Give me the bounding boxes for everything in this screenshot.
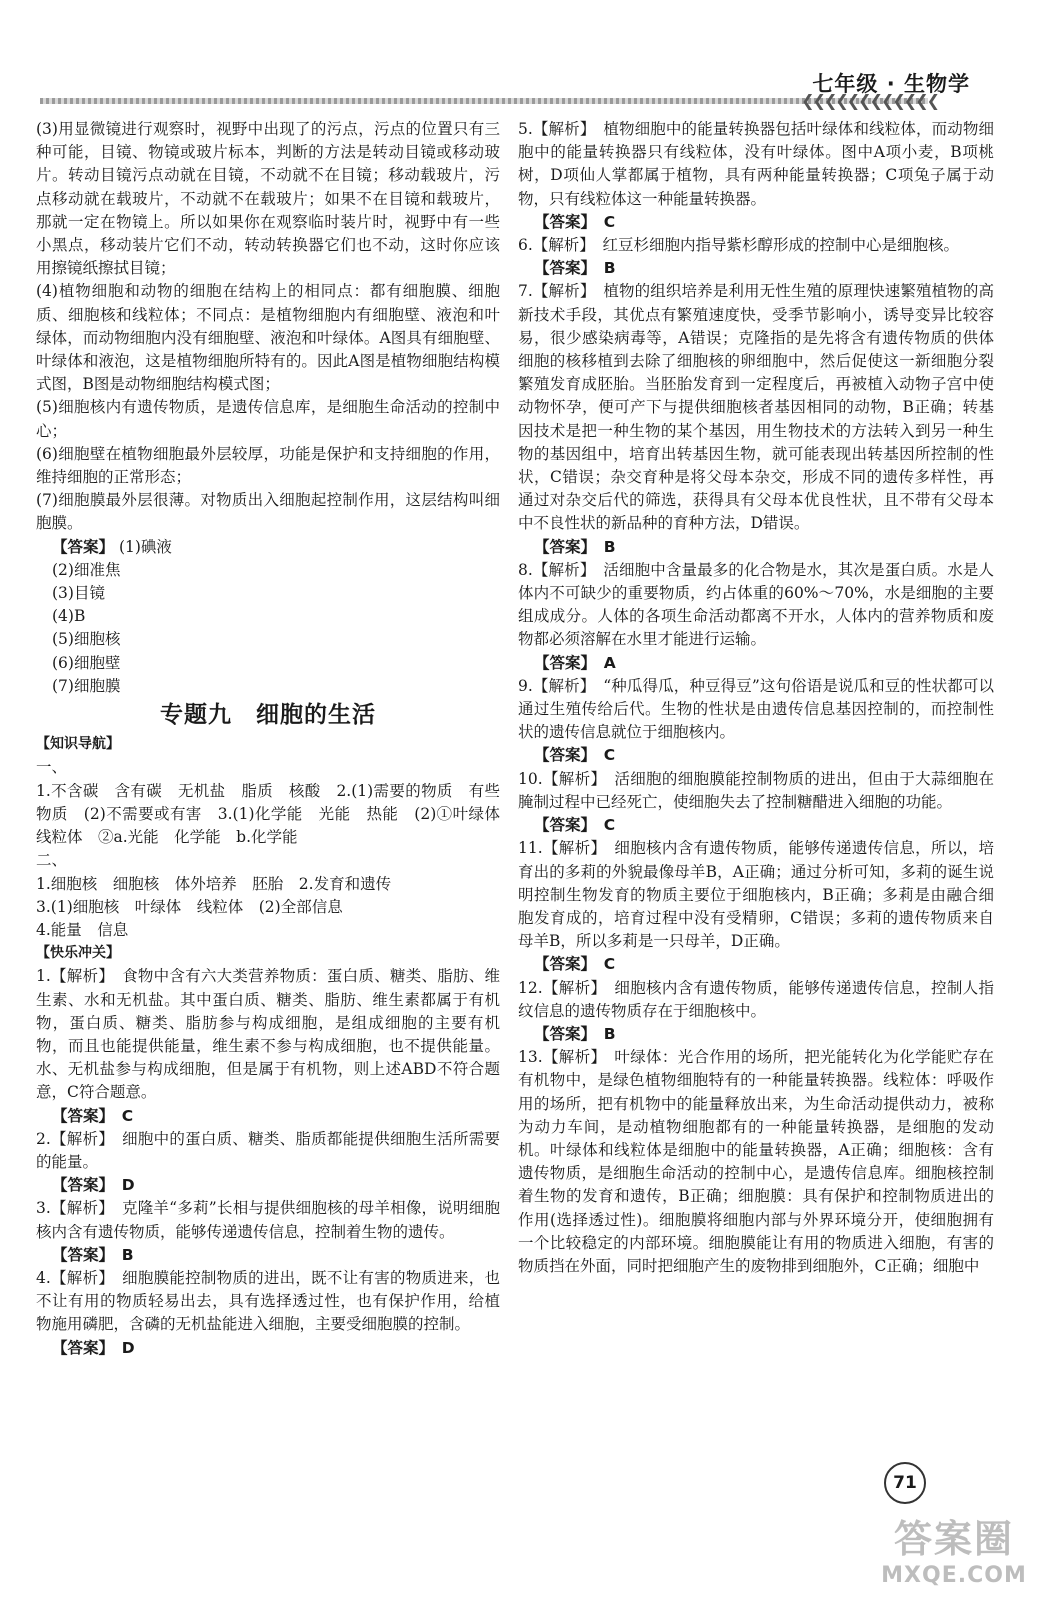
nav-section-2: 二、 (36, 851, 68, 870)
question-4-analysis: 4.【解析】 细胞膜能控制物质的进出，既不让有害的物质进来，也不让有用的物质轻易出去，具有选择透过性，也有保护作用，给植物施用磷肥，含磷的无机盐能进入细胞，主要受细胞膜的控制。 (36, 1268, 500, 1334)
question-5-answer: 【答案】 C (534, 212, 616, 231)
answer-list (36, 536, 500, 559)
question-8-answer: 【答案】 A (534, 653, 616, 672)
explanation-6: (6)细胞壁在植物细胞最外层较厚，功能是保护和支持细胞的作用，维持细胞的正常形态； (36, 444, 500, 487)
nav-section-2-item: 4.能量 信息 (36, 920, 129, 939)
question-7-answer: 【答案】 B (534, 537, 616, 556)
explanation-5: (5)细胞核内有遗传物质，是遗传信息库，是细胞生命活动的控制中心； (36, 398, 500, 440)
question-6-analysis: 6.【解析】 红豆杉细胞内指导紫杉醇形成的控制中心是细胞核。 (518, 236, 960, 255)
explanation-4: (4)植物细胞和动物的细胞在结构上的相同点：都有细胞膜、细胞质、细胞核和线粒体；不同点：是植物细胞内有细胞壁、液泡和叶绿体，而动物细胞内没有细胞壁、液泡和叶绿体。A图具有细胞壁、叶绿体和液泡，这是植物细胞所特有的。因此A图是植物细胞结构模式图，B图是动物细胞结构模式图； (36, 282, 500, 394)
nav-section-1-item: 1.不含碳 含有碳 无机盐 脂质 核酸 2.(1)需要的物质 有些物质 (2)不需要或有害 3.(1)化学能 光能 热能 (2)①叶绿体 线粒体 ②a.光能 化学能 b.化学能 (36, 781, 516, 847)
knowledge-nav-label: 【知识导航】 (36, 736, 120, 753)
question-2-analysis: 2.【解析】 细胞中的蛋白质、糖类、脂质都能提供细胞生活所需要的能量。 (36, 1129, 500, 1171)
right-column (518, 118, 994, 1278)
answer-5: (5)细胞核 (52, 630, 121, 649)
question-1-answer: 【答案】 C (52, 1106, 134, 1125)
page-header (0, 0, 1048, 110)
nav-section-2-item: 3.(1)细胞核 叶绿体 线粒体 (2)全部信息 (36, 897, 343, 916)
watermark-logo (874, 1508, 1034, 1588)
question-11-answer: 【答案】 C (534, 955, 616, 974)
nav-section-2-item: 1.细胞核 细胞核 体外培养 胚胎 2.发育和遗传 (36, 874, 392, 893)
fun-challenge-label: 【快乐冲关】 (36, 945, 120, 962)
question-10-analysis: 10.【解析】 活细胞的细胞膜能控制物质的进出，但由于大蒜细胞在腌制过程中已经死亡，使细胞失去了控制糖醋进入细胞的功能。 (518, 769, 994, 811)
question-9-answer: 【答案】 C (534, 746, 616, 765)
header-rule (40, 98, 928, 104)
question-3-answer: 【答案】 B (52, 1245, 134, 1264)
question-10-answer: 【答案】 C (534, 816, 616, 835)
question-8-analysis: 8.【解析】 活细胞中含量最多的化合物是水，其次是蛋白质。水是人体内不可缺少的重要物质，约占体重的60%～70%，水是细胞的主要组成成分。人体的各项生命活动都离不开水，人体内的营养物质和废物都必须溶解在水里才能进行运输。 (518, 560, 994, 649)
page-number: 71 (884, 1462, 926, 1504)
topic-title: 专题九 细胞的生活 (160, 702, 376, 729)
answer-6: (6)细胞壁 (52, 653, 121, 672)
explanation-3: (3)用显微镜进行观察时，视野中出现了的污点，污点的位置只有三种可能，目镜、物镜或玻片标本，判断的方法是转动目镜或移动玻片。转动目镜污点动就在目镜，不动就不在目镜；移动载玻片，污点移动就在载玻片，不动就不在载玻片；如果不在目镜和载玻片，那就一定在物镜上。所以如果你在观察临时装片时，视野中有一些小黑点，移动装片它们不动，转动转换器它们也不动，这时你应该用擦镜纸擦拭目镜； (36, 120, 500, 278)
question-12-analysis: 12.【解析】 细胞核内含有遗传物质，能够传递遗传信息，控制人指纹信息的遗传物质存在于细胞核中。 (518, 978, 994, 1020)
chevron-decoration-icon: ❮❮❮❮❮❮❮❮❮❮❮❮ (801, 91, 938, 110)
question-6-answer: 【答案】 B (534, 259, 616, 278)
answer-7: (7)细胞膜 (52, 676, 121, 695)
answer-3: (3)目镜 (52, 584, 105, 603)
left-column (36, 118, 516, 1360)
question-9-analysis: 9.【解析】 “种瓜得瓜，种豆得豆”这句俗语是说瓜和豆的性状都可以通过生殖传给后代。生物的性状是由遗传信息基因控制的，而控制性状的遗传信息就位于细胞核内。 (518, 676, 994, 742)
question-13-analysis: 13.【解析】 叶绿体：光合作用的场所，把光能转化为化学能贮存在有机物中，是绿色植物细胞特有的一种能量转换器。线粒体：呼吸作用的场所，把有机物中的能量释放出来，为生命活动提供动力，被称为动力车间，是动植物细胞都有的一种能量转换器，是细胞的发动机。叶绿体和线粒体是细胞中的能量转换器，A正确；细胞核：含有遗传物质，是细胞生命活动的控制中心，是遗传信息库。细胞核控制着生物的发育和遗传，B正确；细胞膜：具有保护和控制物质进出的作用(选择透过性)。细胞膜将细胞内部与外界环境分开，使细胞拥有一个比较稳定的内部环境。细胞膜能让有用的物质进入细胞，有害的物质挡在外面，同时把细胞产生的废物排到细胞外，C正确；细胞中 (518, 1048, 994, 1275)
answer-1: (1)碘液 (118, 537, 172, 556)
header-title: 七年级 · 生物学 (812, 72, 970, 96)
question-3-analysis: 3.【解析】 克隆羊“多莉”长相与提供细胞核的母羊相像，说明细胞核内含有遗传物质，能够传递遗传信息，控制着生物的遗传。 (36, 1199, 500, 1241)
question-1-analysis: 1.【解析】 食物中含有六大类营养物质：蛋白质、糖类、脂肪、维生素、水和无机盐。其中蛋白质、糖类、脂肪、维生素都属于有机物，蛋白质、糖类、脂肪参与构成细胞，是组成细胞的主要有机物，而且也能提供能量，维生素不参与构成细胞，也不提供能量。水、无机盐参与构成细胞，但是属于有机物，则上述ABD不符合题意，C符合题意。 (36, 967, 500, 1102)
nav-section-1: 一、 (36, 758, 68, 777)
answer-label: 【答案】 (52, 537, 115, 556)
question-7-analysis: 7.【解析】 植物的组织培养是利用无性生殖的原理快速繁殖植物的高新技术手段，其优点有繁殖速度快，受季节影响小，诱导变异比较容易，很少感染病毒等，A错误；克隆指的是先将含有遗传物质的供体细胞的核移植到去除了细胞核的卵细胞中，然后促使这一新细胞分裂繁殖发育成胚胎。当胚胎发育到一定程度后，再被植入动物子宫中使动物怀孕，便可产下与提供细胞核者基因相同的动物，B正确；转基因技术是把一种生物的某个基因，用生物技术的方法转入到另一种生物的基因组中，培育出转基因生物，就可能表现出转基因所控制的性状，C错误；杂交育种是将父母本杂交，形成不同的遗传多样性，再通过对杂交后代的筛选，获得具有父母本优良性状，且不带有父母本中不良性状的新品种的育种方法，D错误。 (518, 282, 994, 533)
question-5-analysis: 5.【解析】 植物细胞中的能量转换器包括叶绿体和线粒体，而动物细胞中的能量转换器只有线粒体，没有叶绿体。图中A项小麦，B项桃树，D项仙人掌都属于植物，具有两种能量转换器；C项兔子属于动物，只有线粒体这一种能量转换器。 (518, 120, 994, 208)
watermark-url: MXQE.COM (881, 1563, 1027, 1588)
question-12-answer: 【答案】 B (534, 1024, 616, 1043)
question-4-answer: 【答案】 D (52, 1338, 135, 1357)
answer-2: (2)细准焦 (52, 560, 121, 579)
explanation-7: (7)细胞膜最外层很薄。对物质出入细胞起控制作用，这层结构叫细胞膜。 (36, 491, 500, 533)
answer-4: (4)B (52, 607, 86, 626)
question-11-analysis: 11.【解析】 细胞核内含有遗传物质，能够传递遗传信息，所以，培育出的多莉的外貌最像母羊B，A正确；通过分析可知，多莉的诞生说明控制生物发育的物质主要位于细胞核内，B正确；多莉是由融合细胞发育成的，培育过程中没有受精卵，C错误；多莉的遗传物质来自母羊B，所以多莉是一只母羊，D正确。 (518, 839, 994, 951)
question-2-answer: 【答案】 D (52, 1176, 135, 1195)
watermark-text: 答案圈 (893, 1517, 1014, 1561)
